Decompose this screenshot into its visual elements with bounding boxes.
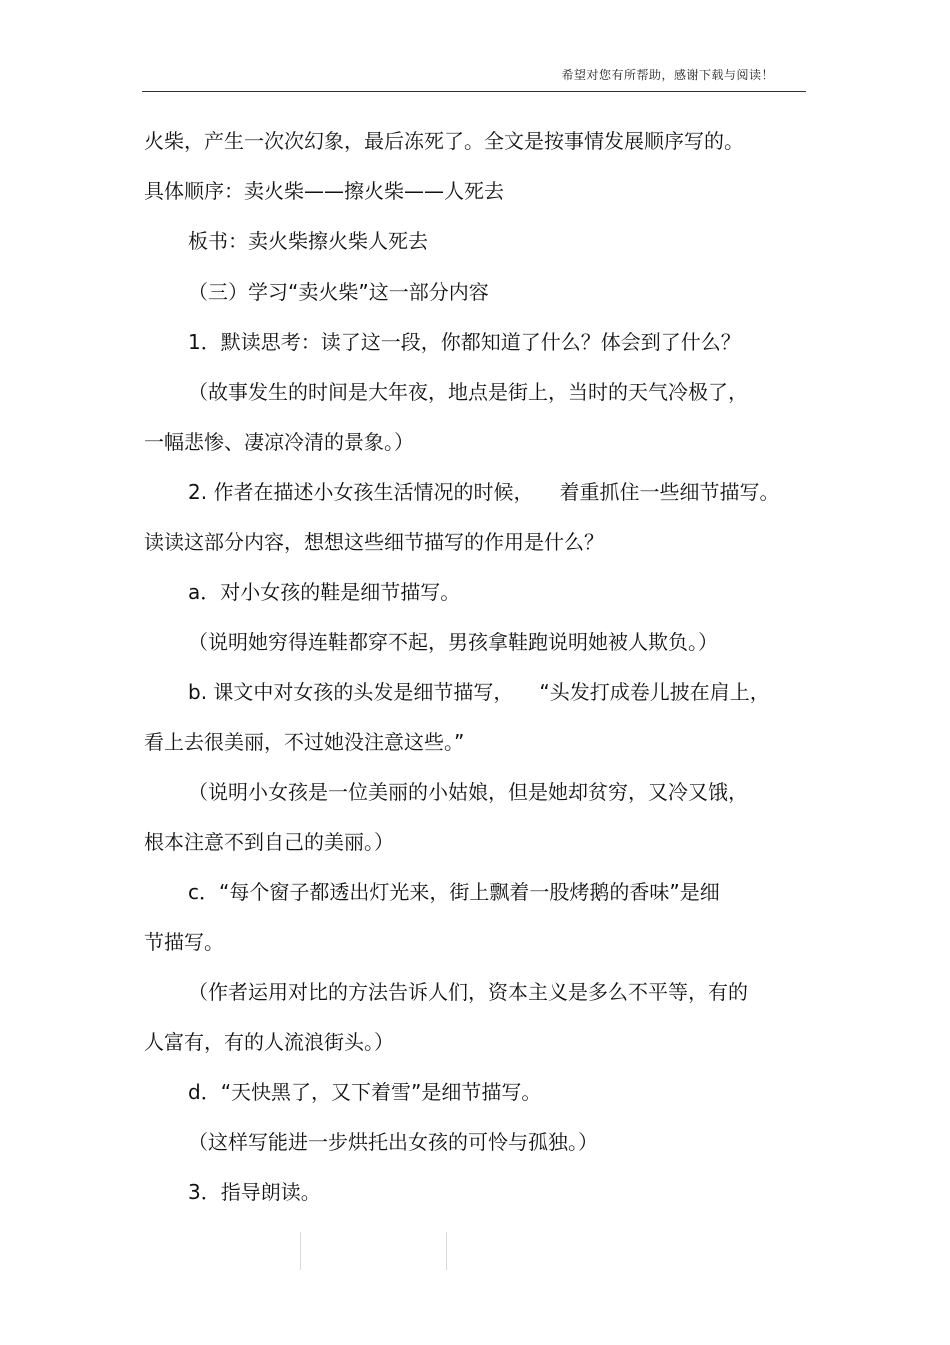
section-heading: （三）学习“卖火柴”这一部分内容 <box>188 280 489 304</box>
item-a: a．对小女孩的鞋是细节描写。 <box>188 580 461 604</box>
item-a-note: （说明她穷得连鞋都穿不起，男孩拿鞋跑说明她被人欺负。） <box>188 630 718 654</box>
item-c-note-line-2: 人富有，有的人流浪街头。） <box>144 1030 394 1054</box>
footer-divider-right <box>446 1232 447 1270</box>
question-1: 1．默读思考：读了这一段，你都知道了什么？体会到了什么？ <box>188 330 741 354</box>
item-b-note-line-1: （说明小女孩是一位美丽的小姑娘，但是她却贫穷，又冷又饿， <box>188 780 748 804</box>
answer-1-line-2: 一幅悲惨、凄凉冷清的景象。） <box>144 430 414 454</box>
question-2-part-a: 2. 作者在描述小女孩生活情况的时候， <box>188 480 534 504</box>
question-2-part-b: 着重抓住一些细节描写。 <box>559 480 780 504</box>
question-2-line-2: 读读这部分内容，想想这些细节描写的作用是什么？ <box>144 530 604 554</box>
header-note: 希望对您有所帮助，感谢下载与阅读！ <box>561 68 774 82</box>
item-b-part-b: “头发打成卷儿披在肩上， <box>539 680 770 704</box>
text-line-3: 板书：卖火柴擦火柴人死去 <box>188 229 428 253</box>
item-b-part-a: b. 课文中对女孩的头发是细节描写， <box>188 680 514 704</box>
item-d: d．“天快黑了，又下着雪”是细节描写。 <box>188 1080 542 1104</box>
item-b-note-line-2: 根本注意不到自己的美丽。） <box>144 830 394 854</box>
step-3: 3．指导朗读。 <box>188 1180 321 1204</box>
header-divider <box>142 91 806 92</box>
item-b-line-1 <box>188 679 770 705</box>
item-c-note-line-1: （作者运用对比的方法告诉人们，资本主义是多么不平等，有的 <box>188 980 748 1004</box>
item-d-note: （这样写能进一步烘托出女孩的可怜与孤独。） <box>188 1130 598 1154</box>
footer-divider-left <box>300 1232 301 1270</box>
item-c-line-1: c．“每个窗子都透出灯光来，街上飘着一股烤鹅的香味”是细 <box>188 880 720 904</box>
question-2-line-1 <box>188 479 779 505</box>
item-b-line-2: 看上去很美丽，不过她没注意这些。” <box>144 730 465 754</box>
text-line-1: 火柴，产生一次次幻象，最后冻死了。全文是按事情发展顺序写的。 <box>144 129 744 153</box>
answer-1-line-1: （故事发生的时间是大年夜，地点是街上，当时的天气冷极了， <box>188 380 748 404</box>
text-line-2: 具体顺序：卖火柴——擦火柴——人死去 <box>144 179 504 203</box>
item-c-line-2: 节描写。 <box>144 930 224 954</box>
